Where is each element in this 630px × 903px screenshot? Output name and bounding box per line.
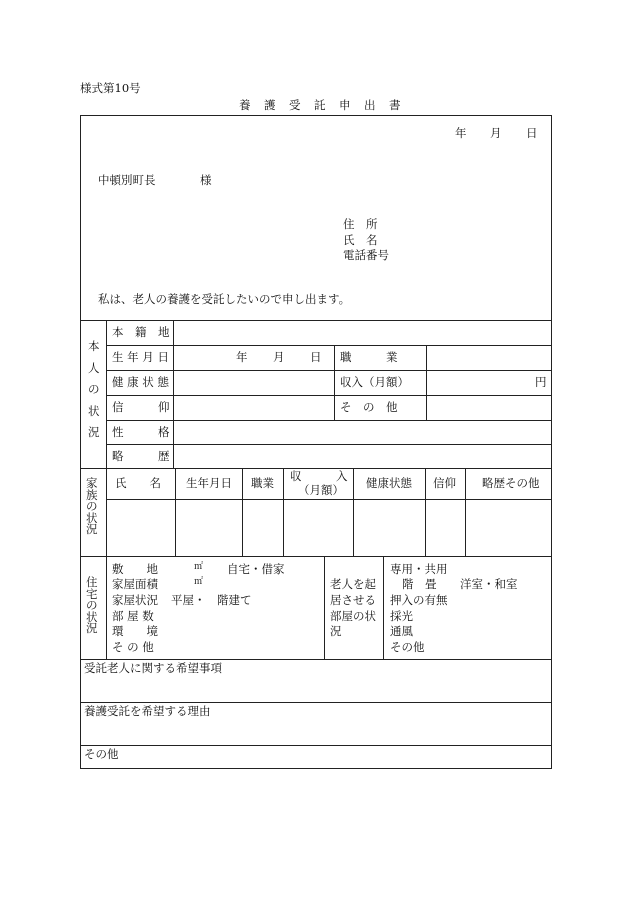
form-number: 様式第10号 bbox=[80, 81, 141, 95]
honorific: 様 bbox=[200, 173, 212, 187]
col-birthdate: 生年月日 bbox=[186, 476, 232, 490]
tatami: 階 畳 bbox=[402, 577, 437, 591]
date-day: 日 bbox=[526, 126, 538, 140]
col-religion: 信仰 bbox=[433, 476, 456, 490]
yen-unit: 円 bbox=[535, 375, 547, 389]
label-housing-other: そ の 他 bbox=[112, 640, 154, 654]
room-label-2: 居させる bbox=[330, 593, 376, 607]
housing-heading-text bbox=[0, 560, 1, 561]
rule bbox=[173, 320, 174, 468]
self-heading-text bbox=[0, 470, 1, 471]
label-room-count: 部 屋 数 bbox=[112, 609, 154, 623]
rule bbox=[80, 556, 552, 557]
col-history: 略歴その他 bbox=[482, 476, 540, 490]
rule bbox=[383, 556, 384, 659]
rule bbox=[80, 702, 552, 703]
sqm-unit-2: ㎡ bbox=[194, 577, 204, 587]
rule bbox=[106, 499, 552, 500]
col-job: 職業 bbox=[251, 476, 274, 490]
addressee: 中頓別町長 bbox=[98, 173, 156, 187]
house-type: 平屋・ 階建て bbox=[171, 593, 252, 607]
label-history: 略 歴 bbox=[112, 449, 170, 463]
room-label-3: 部屋の状 bbox=[330, 609, 376, 623]
rule bbox=[324, 556, 325, 659]
statement: 私は、老人の養護を受託したいので申し出ます。 bbox=[98, 292, 351, 306]
rule bbox=[175, 468, 176, 556]
room-label-1: 老人を起 bbox=[330, 577, 376, 591]
label-domicile: 本 籍 地 bbox=[112, 325, 170, 339]
rule bbox=[353, 468, 354, 556]
label-site: 敷 地 bbox=[112, 562, 158, 576]
label-environment: 環 境 bbox=[112, 624, 158, 638]
self-section-heading: 本 人 の 状 況 bbox=[88, 339, 100, 439]
rule bbox=[80, 745, 552, 746]
name-label: 氏 名 bbox=[343, 233, 378, 247]
rule bbox=[106, 395, 552, 396]
family-section-heading: 家 族 の 状 況 bbox=[86, 476, 98, 536]
rule bbox=[80, 659, 552, 660]
room-style: 洋室・和室 bbox=[460, 577, 518, 591]
col-name: 氏 名 bbox=[115, 476, 161, 490]
label-reason: 養護受託を希望する理由 bbox=[84, 704, 211, 718]
label-birthdate: 生 年 月 日 bbox=[112, 350, 169, 364]
family-heading-text bbox=[0, 472, 1, 473]
label-occupation: 職 業 bbox=[340, 350, 398, 364]
closet: 押入の有無 bbox=[390, 593, 448, 607]
rule bbox=[106, 345, 552, 346]
label-income: 収入（月額） bbox=[340, 375, 409, 389]
label-other-bottom: その他 bbox=[84, 747, 119, 761]
rule bbox=[334, 345, 335, 420]
birth-month: 月 bbox=[273, 350, 285, 364]
date-month: 月 bbox=[490, 126, 502, 140]
page-title: 養 護 受 託 申 出 書 bbox=[239, 98, 402, 112]
label-floor-area: 家屋面積 bbox=[112, 577, 158, 591]
rule bbox=[106, 556, 107, 659]
birth-day: 日 bbox=[310, 350, 322, 364]
rule bbox=[80, 320, 552, 321]
label-health: 健 康 状 態 bbox=[112, 375, 169, 389]
sqm-unit-1: ㎡ bbox=[194, 562, 204, 572]
label-religion: 信 仰 bbox=[112, 400, 170, 414]
room-other: その他 bbox=[390, 640, 425, 654]
rule bbox=[106, 370, 552, 371]
rule bbox=[425, 468, 426, 556]
rule bbox=[106, 320, 107, 468]
label-personality: 性 格 bbox=[112, 425, 170, 439]
phone-label: 電話番号 bbox=[343, 248, 389, 262]
col-income-1: 収 入 bbox=[290, 469, 348, 483]
own-rent: 自宅・借家 bbox=[227, 562, 285, 576]
label-wishes: 受託老人に関する希望事項 bbox=[84, 661, 222, 675]
label-house-status: 家屋状況 bbox=[112, 593, 158, 607]
rule bbox=[106, 444, 552, 445]
room-label-4: 況 bbox=[330, 624, 342, 638]
rule bbox=[106, 420, 552, 421]
col-health: 健康状態 bbox=[366, 476, 412, 490]
label-other: そ の 他 bbox=[340, 400, 398, 414]
rule bbox=[465, 468, 466, 556]
ventilation: 通風 bbox=[390, 624, 413, 638]
shared-use: 専用・共用 bbox=[390, 562, 448, 576]
rule bbox=[242, 468, 243, 556]
rule bbox=[283, 468, 284, 556]
rule bbox=[426, 345, 427, 420]
date-year: 年 bbox=[455, 126, 467, 140]
housing-section-heading: 住 宅 の 状 況 bbox=[86, 575, 98, 635]
birth-year: 年 bbox=[236, 350, 248, 364]
rule bbox=[106, 468, 107, 556]
address-label: 住 所 bbox=[343, 217, 378, 231]
col-income-2: （月額） bbox=[298, 483, 344, 497]
lighting: 採光 bbox=[390, 609, 413, 623]
